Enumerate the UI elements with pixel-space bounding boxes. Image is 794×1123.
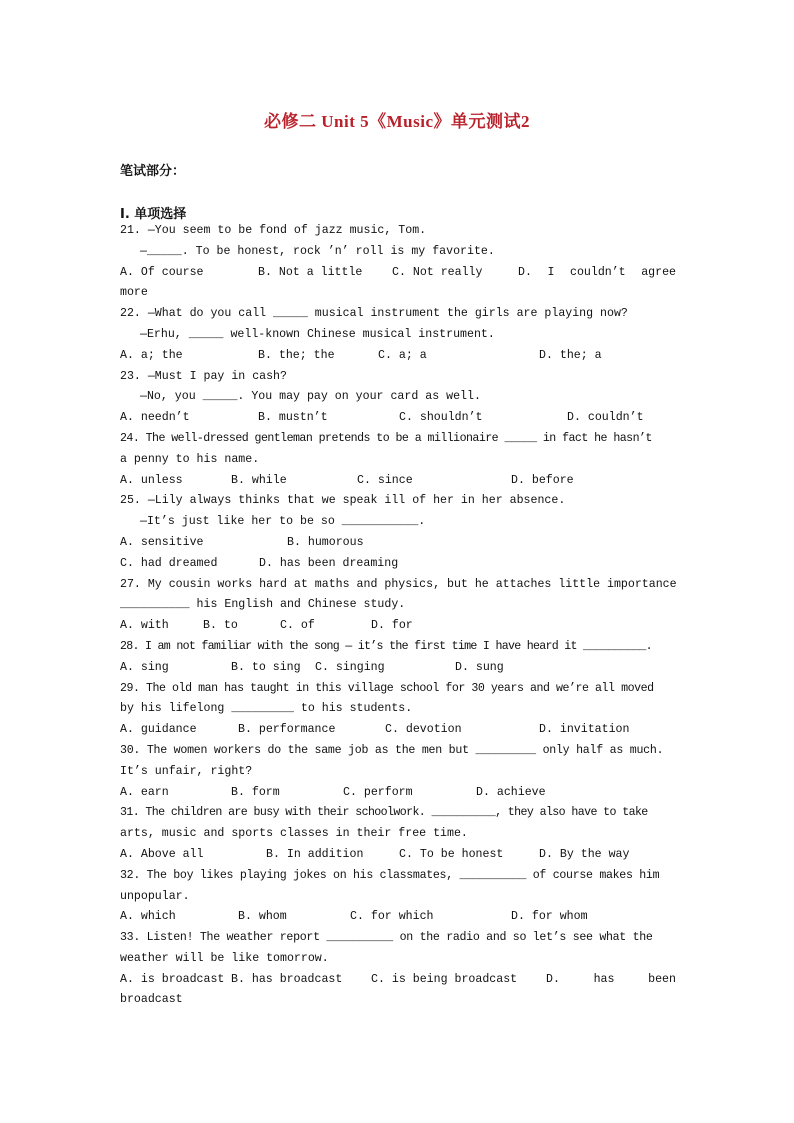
q30-line1: 30. The women workers do the same job as the men but _________ only half as much.: [120, 743, 664, 757]
q28-option-d: D. sung: [455, 660, 504, 674]
q30-options: [120, 783, 676, 804]
q31-line2: arts, music and sports classes in their free time.: [120, 827, 468, 841]
q27-option-c: C. of: [280, 619, 315, 633]
q33-option-d-continued: broadcast: [120, 993, 183, 1007]
q33-line2: weather will be like tomorrow.: [120, 951, 329, 965]
q25-reply: —It’s just like her to be so ___________.: [140, 515, 426, 529]
q32-option-c: C. for which: [350, 910, 434, 924]
section-heading-single-choice: I. 单项选择: [120, 207, 187, 222]
q31-options: [120, 845, 676, 866]
q30-option-a: A. earn: [120, 785, 169, 799]
q24-option-a: A. unless: [120, 473, 183, 487]
q24-line1: 24. The well-dressed gentleman pretends to be a millionaire _____ in fact he hasn’t: [120, 431, 652, 445]
q25-option-a: A. sensitive: [120, 535, 204, 549]
q27-option-d: D. for: [371, 619, 413, 633]
q30-line2: It’s unfair, right?: [120, 764, 253, 778]
q24-option-d: D. before: [511, 473, 574, 487]
q21-stem: 21. —You seem to be fond of jazz music, Tom.: [120, 224, 427, 237]
q29-option-d: D. invitation: [539, 723, 630, 737]
q23-options: [120, 408, 676, 429]
q21-option-d: D. I couldn’t agree: [518, 265, 676, 279]
q23-option-b: B. mustn’t: [258, 411, 328, 425]
q28-option-b: B. to sing: [231, 660, 301, 674]
q22-reply: —Erhu, _____ well-known Chinese musical instrument.: [140, 327, 495, 341]
q24-option-c: C. since: [357, 473, 413, 487]
q23-option-a: A. needn’t: [120, 411, 190, 425]
q28-option-c: C. singing: [315, 660, 385, 674]
q27-option-a: A. with: [120, 619, 169, 633]
q25-option-d: D. has been dreaming: [259, 556, 399, 570]
q24-option-b: B. while: [231, 473, 287, 487]
q33-option-b: B. has broadcast: [231, 972, 343, 986]
q28-line1: 28. I am not familiar with the song — it’s the first time I have heard it __________.: [120, 639, 652, 653]
page-title: 必修二 Unit 5《Music》单元测试2: [264, 112, 530, 131]
q30-option-d: D. achieve: [476, 785, 546, 799]
q27-line1: 27. My cousin works hard at maths and physics, but he attaches little importance: [120, 577, 677, 591]
q24-options: [120, 471, 676, 492]
q21-option-c: C. Not really: [392, 265, 483, 279]
q21-option-b: B. Not a little: [258, 265, 363, 279]
q25-options-row1: [120, 533, 676, 554]
q33-options: [120, 970, 676, 991]
q29-line1: 29. The old man has taught in this village school for 30 years and we’re all moved: [120, 681, 654, 695]
q22-options: [120, 346, 676, 367]
q32-option-a: A. which: [120, 910, 176, 924]
q23-reply: —No, you _____. You may pay on your card as well.: [140, 390, 481, 404]
q22-option-a: A. a; the: [120, 348, 183, 362]
q23-stem: 23. —Must I pay in cash?: [120, 369, 287, 383]
q32-option-b: B. whom: [238, 910, 287, 924]
q25-options-row2: [120, 554, 676, 575]
q27-options: [120, 616, 676, 637]
q29-line2: by his lifelong _________ to his students.: [120, 702, 413, 716]
q33-option-c: C. is being broadcast: [371, 972, 518, 986]
q29-option-a: A. guidance: [120, 723, 197, 737]
q22-option-d: D. the; a: [539, 348, 602, 362]
q31-option-a: A. Above all: [120, 847, 204, 861]
q33-option-d: D. has been: [546, 972, 676, 986]
q29-options: [120, 720, 676, 741]
q23-option-c: C. shouldn’t: [399, 411, 483, 425]
q22-option-b: B. the; the: [258, 348, 335, 362]
q31-option-d: D. By the way: [539, 847, 630, 861]
q29-option-c: C. devotion: [385, 723, 462, 737]
q24-line2: a penny to his name.: [120, 452, 260, 466]
q32-option-d: D. for whom: [511, 910, 588, 924]
q25-stem: 25. —Lily always thinks that we speak ill of her in her absence.: [120, 494, 566, 508]
q31-line1: 31. The children are busy with their schoolwork. __________, they also have to take: [120, 806, 648, 820]
q27-option-b: B. to: [203, 619, 238, 633]
q25-option-b: B. humorous: [287, 535, 364, 549]
q33-line1: 33. Listen! The weather report __________ on the radio and so let’s see what the: [120, 931, 653, 945]
q31-option-b: B. In addition: [266, 847, 364, 861]
q22-option-c: C. a; a: [378, 348, 427, 362]
q22-stem: 22. —What do you call _____ musical instrument the girls are playing now?: [120, 307, 628, 321]
q25-option-c: C. had dreamed: [120, 556, 218, 570]
q28-options: [120, 658, 676, 679]
q32-options: [120, 907, 676, 928]
section-heading-written: 笔试部分：: [120, 164, 186, 179]
q33-option-a: A. is broadcast: [120, 972, 225, 986]
q23-option-d: D. couldn’t: [567, 411, 644, 425]
q27-line2: __________ his English and Chinese study.: [120, 598, 406, 612]
q28-option-a: A. sing: [120, 660, 169, 674]
q30-option-c: C. perform: [343, 785, 413, 799]
q21-option-a: A. Of course: [120, 265, 204, 279]
q31-option-c: C. To be honest: [399, 847, 504, 861]
q30-option-b: B. form: [231, 785, 280, 799]
question-list: [120, 221, 676, 1011]
q21-reply: —_____. To be honest, rock ’n’ roll is my favorite.: [140, 244, 495, 258]
q29-option-b: B. performance: [238, 723, 336, 737]
q21-options: [120, 263, 676, 284]
q32-line2: unpopular.: [120, 889, 190, 903]
q32-line1: 32. The boy likes playing jokes on his classmates, __________ of course makes him: [120, 868, 660, 882]
q21-option-d-continued: more: [120, 286, 148, 300]
